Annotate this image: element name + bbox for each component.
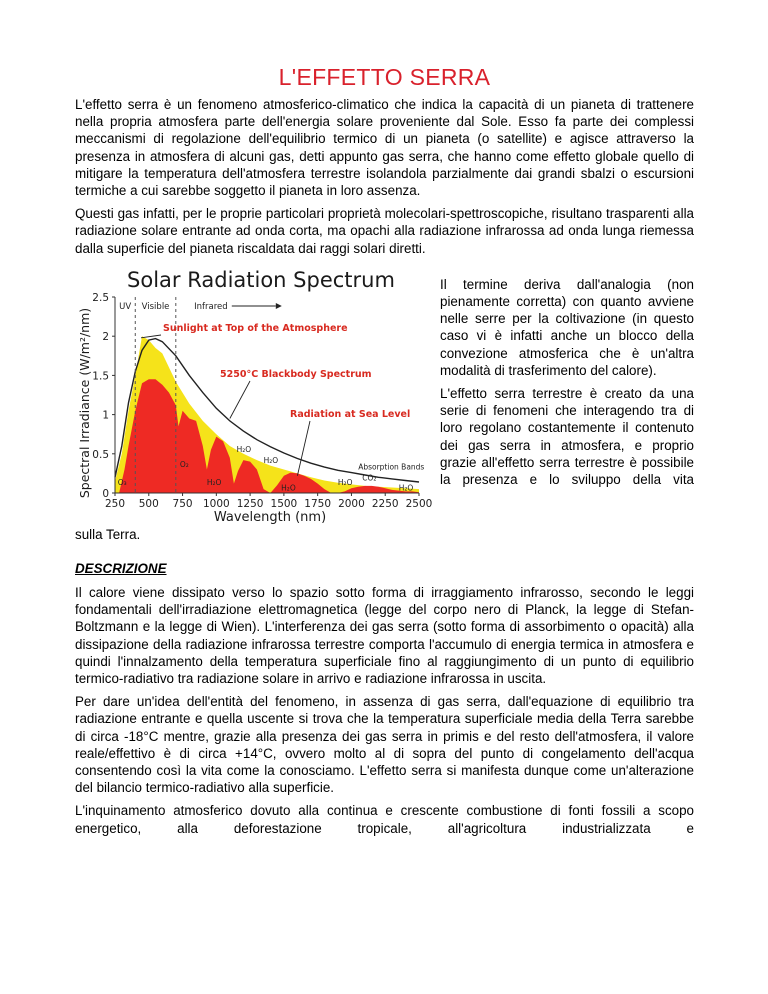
absorption-label: H₂O (398, 483, 414, 493)
x-tick-label: 2500 (405, 497, 433, 510)
x-axis-label: Wavelength (nm) (213, 509, 327, 525)
y-tick-label: 1.5 (92, 370, 109, 383)
absorption-label: O₃ (117, 477, 127, 487)
absorption-label: O₂ (179, 459, 189, 469)
terrestrial-paragraph-end: sulla Terra. (75, 526, 141, 542)
x-tick-label: 750 (172, 497, 193, 510)
document-page (75, 62, 694, 837)
x-tick-label: 1750 (304, 497, 332, 510)
legend-sea-level: Radiation at Sea Level (290, 408, 411, 420)
section-heading: DESCRIZIONE (75, 560, 167, 576)
x-tick-label: 1250 (236, 497, 264, 510)
gases-paragraph: Questi gas infatti, per le proprie particolari proprietà molecolari-spettroscopiche, risultano trasparenti alla radiazione solare entrante ad onda corta, ma opachi alla radiazione infrarossa ad onda lunga riemessa dalla superficie del pianeta riscaldata dai raggi solari diretti. (75, 206, 694, 256)
description-paragraph: Il calore viene dissipato verso lo spazio sotto forma di irraggiamento infrarosso, secondo le leggi fondamentali dell'irradiazione elettromagnetica (legge del corpo nero di Planck, la legge di Stefan-Boltzmann e la legge di Wien). L'interferenza dei gas serra (sotto forma di assorbimento o opacità) alla dissipazione della radiazione infrarossa terrestre comporta l'accumulo di energia termica in atmosfera e quindi l'innalzamento della temperatura superficiale fino al raggiungimento di un punto di equilibrio termico-radiativo tra radiazione solare in arrivo e radiazione infrarossa in uscita. (75, 585, 694, 687)
magnitude-paragraph: Per dare un'idea dell'entità del fenomeno, in assenza di gas serra, dall'equazione di equilibrio tra radiazione entrante e quella uscente si trova che la temperatura superficiale media della Terra sarebbe di circa -18°C mentre, grazie alla presenza dei gas serra in primis e del resto dell'atmosfera, il valore reale/effettivo è di circa +14°C, ovvero molto al di sopra del punto di congelamento dell'acqua consentendo così la vita come la conosciamo. L'effetto serra si manifesta dunque come un'alterazione del bilancio termico-radiativo alla superficie. (75, 694, 694, 796)
absorption-label: H₂O (263, 456, 279, 466)
figure-row (75, 265, 694, 547)
terrestrial-paragraph: L'effetto serra terrestre è creato da una serie di fenomeni che interagendo tra di loro regolano costantemente il contenuto dei gas serra in atmosfera, e proprio grazie all'effetto serra terrestre è possibile la presenza e lo sviluppo della vita (440, 386, 694, 488)
band-label: UV (119, 301, 132, 312)
x-tick-label: 2250 (371, 497, 399, 510)
absorption-label: Absorption Bands (358, 462, 425, 472)
absorption-label: H₂O (337, 477, 353, 487)
y-axis-label: Spectral Irradiance (W/m²/nm) (77, 307, 92, 498)
y-tick-label: 1 (102, 409, 109, 422)
legend-blackbody: 5250°C Blackbody Spectrum (220, 368, 372, 380)
absorption-label: H₂O (281, 483, 296, 493)
x-tick-label: 500 (138, 497, 159, 510)
analogy-paragraph: Il termine deriva dall'analogia (non pienamente corretta) con quanto avviene nelle serre per la coltivazione (in questo caso vi è infatti anche un blocco della convezione atmosferica che è un'altra modalità di trasferimento del calore). (440, 276, 694, 378)
absorption-label: H₂O (236, 445, 252, 455)
y-tick-label: 2 (102, 331, 109, 344)
band-label: Visible (141, 301, 170, 312)
y-tick-label: 0.5 (92, 448, 109, 461)
x-tick-label: 1000 (202, 497, 230, 510)
absorption-label: H₂O (206, 477, 222, 487)
x-tick-label: 250 (104, 497, 126, 510)
pollution-paragraph: L'inquinamento atmosferico dovuto alla continua e crescente combustione di fonti fossili a scopo energetico, alla deforestazione tropicale, all'agricoltura industrializzata e (75, 803, 694, 836)
solar-spectrum-chart (75, 265, 433, 529)
x-tick-label: 1500 (270, 497, 298, 510)
band-label: Infrared (194, 301, 228, 312)
y-tick-label: 0 (102, 487, 109, 500)
legend-top-of-atmosphere: Sunlight at Top of the Atmosphere (163, 322, 348, 334)
page-title: L'EFFETTO SERRA (278, 64, 491, 90)
chart-title: Solar Radiation Spectrum (127, 267, 395, 292)
intro-paragraph: L'effetto serra è un fenomeno atmosferico-climatico che indica la capacità di un pianeta di trattenere nella propria atmosfera parte dell'energia solare proveniente dal Sole. Esso fa parte dei complessi meccanismi di regolazione dell'equilibrio termico di un pianeta (o satellite) e agisce attraverso la presenza in atmosfera di alcuni gas, detti appunto gas serra, che hanno come effetto globale quello di mitigare la temperatura dell'atmosfera terrestre isolandola parzialmente dai grandi sbalzi o escursioni termiche a cui sarebbe soggetto il pianeta in loro assenza. (75, 97, 694, 199)
side-text (440, 276, 694, 488)
x-tick-label: 2000 (338, 497, 365, 510)
absorption-label: CO₂ (362, 473, 377, 483)
y-tick-label: 2.5 (92, 291, 109, 304)
